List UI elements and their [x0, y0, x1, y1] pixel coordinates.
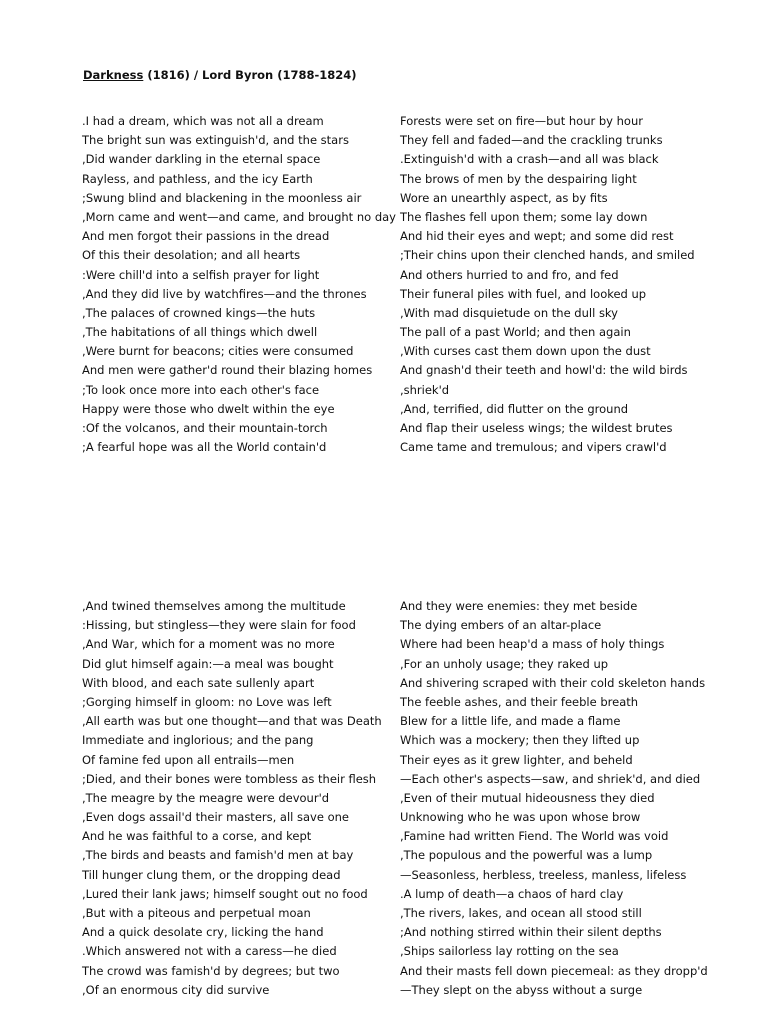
poem-line: —Each other's aspects—saw, and shriek'd, and died — [400, 771, 701, 786]
poem-line: ,The rivers, lakes, and ocean all stood still — [400, 906, 642, 920]
poem-line: ;And nothing stirred within their silent depths — [400, 925, 662, 940]
poem-line: ,Ships sailorless lay rotting on the sea — [400, 944, 619, 959]
poem-line: ,With curses cast them down upon the dust — [400, 344, 651, 359]
poem-line: ,And, terrified, did flutter on the ground — [400, 401, 629, 416]
poem-line: ;Their chins upon their clenched hands, and smiled — [400, 248, 695, 263]
poem-line: And they were enemies: they met beside — [400, 599, 638, 613]
poem-line: Happy were those who dwelt within the eye — [82, 401, 335, 416]
poem-line: .Extinguish'd with a crash—and all was black — [400, 152, 659, 167]
poem-title-author: (1816) / Lord Byron (1788-1824) — [143, 68, 357, 82]
poem-line: ,The palaces of crowned kings—the huts — [82, 305, 316, 320]
poem-line: And flap their useless wings; the wildest brutes — [400, 421, 673, 435]
poem-line: The bright sun was extinguish'd, and the stars — [82, 133, 349, 148]
poem-line: Unknowing who he was upon whose brow — [400, 810, 641, 825]
poem-line: ,The populous and the powerful was a lump — [400, 848, 653, 863]
poem-line: With blood, and each sate sullenly apart — [82, 675, 315, 690]
poem-line: And their masts fell down piecemeal: as they dropp'd — [400, 963, 708, 978]
poem-line: They fell and faded—and the crackling trunks — [400, 133, 663, 148]
poem-line: ;Died, and their bones were tombless as their flesh — [82, 771, 377, 786]
poem-line: Till hunger clung them, or the dropping dead — [82, 867, 341, 882]
stanza-column-left-bottom — [82, 597, 412, 1000]
poem-line: ,All earth was but one thought—and that was Death — [82, 714, 382, 729]
poem-line: Blew for a little life, and made a flame — [400, 714, 621, 729]
poem-line: —They slept on the abyss without a surge — [400, 982, 643, 997]
poem-line: ,And War, which for a moment was no more — [82, 637, 335, 652]
poem-line: ,Were burnt for beacons; cities were consumed — [82, 344, 354, 359]
poem-line: ,And they did live by watchfires—and the thrones — [82, 286, 367, 301]
poem-line: The brows of men by the despairing light — [400, 171, 637, 186]
poem-line: ,With mad disquietude on the dull sky — [400, 305, 618, 320]
poem-line: Which was a mockery; then they lifted up — [400, 733, 640, 748]
stanza-column-right-top — [400, 112, 730, 457]
poem-line: Of this their desolation; and all hearts — [82, 248, 301, 263]
poem-line: ,Did wander darkling in the eternal space — [82, 152, 321, 167]
poem-line: The flashes fell upon them; some lay down — [400, 209, 648, 224]
poem-line: The feeble ashes, and their feeble breath — [400, 694, 639, 709]
poem-line: ,Of an enormous city did survive — [82, 982, 270, 997]
poem-line: ,But with a piteous and perpetual moan — [82, 906, 311, 920]
poem-line: .A lump of death—a chaos of hard clay — [400, 886, 624, 901]
poem-line: :Were chill'd into a selfish prayer for light — [82, 267, 320, 282]
poem-title — [83, 68, 357, 82]
poem-line: ;Swung blind and blackening in the moonless air — [82, 190, 362, 205]
poem-line: And men forgot their passions in the dread — [82, 229, 330, 244]
poem-line: And a quick desolate cry, licking the hand — [82, 925, 324, 940]
poem-line: The dying embers of an altar-place — [400, 618, 602, 633]
poem-line: And men were gather'd round their blazing homes — [82, 363, 373, 378]
stanza-column-right-bottom — [400, 597, 730, 1000]
poem-line: ,And twined themselves among the multitude — [82, 599, 346, 613]
stanza-column-left-top — [82, 112, 412, 457]
poem-line: Immediate and inglorious; and the pang — [82, 733, 314, 748]
poem-line: ,Lured their lank jaws; himself sought out no food — [82, 886, 368, 901]
poem-line: And shivering scraped with their cold skeleton hands — [400, 675, 706, 690]
poem-line: Their eyes as it grew lighter, and beheld — [400, 752, 633, 767]
poem-line: ,Even of their mutual hideousness they died — [400, 790, 655, 805]
poem-line: ,Famine had written Fiend. The World was void — [400, 829, 669, 844]
poem-line: :Of the volcanos, and their mountain-torch — [82, 421, 328, 435]
poem-line: The pall of a past World; and then again — [400, 325, 631, 340]
poem-line: ,Even dogs assail'd their masters, all save one — [82, 810, 349, 825]
poem-line: ,shriek'd — [400, 382, 450, 397]
poem-line: .I had a dream, which was not all a dream — [82, 114, 324, 128]
poem-line: Came tame and tremulous; and vipers crawl'd — [400, 440, 667, 455]
poem-line: :Hissing, but stingless—they were slain for food — [82, 618, 356, 633]
poem-line: Rayless, and pathless, and the icy Earth — [82, 171, 313, 186]
poem-line: ;To look once more into each other's face — [82, 382, 320, 397]
poem-line: ,The meagre by the meagre were devour'd — [82, 790, 330, 805]
poem-line: ;A fearful hope was all the World contain'd — [82, 440, 327, 455]
poem-line: ,For an unholy usage; they raked up — [400, 656, 609, 671]
poem-line: ,The habitations of all things which dwell — [82, 325, 318, 340]
poem-line: Forests were set on fire—but hour by hour — [400, 114, 643, 128]
poem-line: ,Morn came and went—and came, and brought no day — [82, 209, 396, 224]
poem-line: Their funeral piles with fuel, and looked up — [400, 286, 647, 301]
poem-line: .Which answered not with a caress—he died — [82, 944, 337, 959]
poem-line: Of famine fed upon all entrails—men — [82, 752, 295, 767]
poem-line: Where had been heap'd a mass of holy things — [400, 637, 665, 652]
poem-line: And others hurried to and fro, and fed — [400, 267, 619, 282]
poem-line: And gnash'd their teeth and howl'd: the wild birds — [400, 363, 688, 378]
poem-line: —Seasonless, herbless, treeless, manless, lifeless — [400, 867, 687, 882]
poem-line: ;Gorging himself in gloom: no Love was left — [82, 694, 332, 709]
poem-line: Did glut himself again:—a meal was bought — [82, 656, 334, 671]
poem-line: And he was faithful to a corse, and kept — [82, 829, 312, 844]
poem-line: The crowd was famish'd by degrees; but two — [82, 963, 340, 978]
poem-title-link[interactable]: Darkness — [83, 68, 144, 82]
poem-line: Wore an unearthly aspect, as by fits — [400, 190, 608, 205]
poem-line: And hid their eyes and wept; and some did rest — [400, 229, 674, 244]
poem-line: ,The birds and beasts and famish'd men at bay — [82, 848, 354, 863]
